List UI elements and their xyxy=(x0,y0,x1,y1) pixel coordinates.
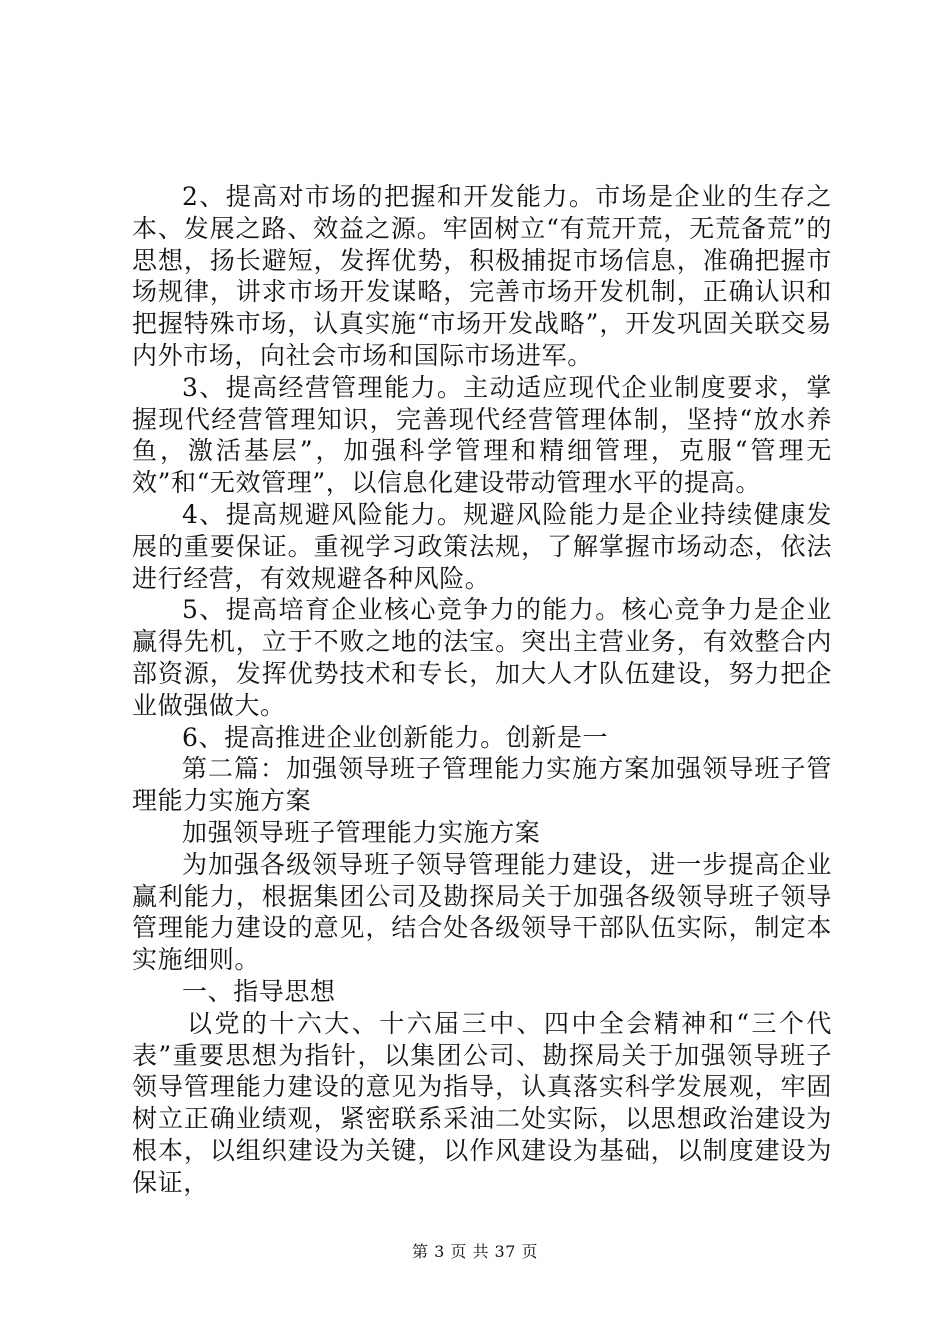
paragraph-management-ability: 3、提高经营管理能力。主动适应现代企业制度要求，掌握现代经营管理知识，完善现代经营管理体制，坚持“放水养鱼，激活基层”，加强科学管理和精细管理，克服“管理无效”和“无效管理”，以信息化建设带动管理水平的提高。 xyxy=(132,372,832,498)
paragraph-introduction: 为加强各级领导班子领导管理能力建设，进一步提高企业赢利能力，根据集团公司及勘探局关于加强各级领导班子领导管理能力建设的意见，结合处各级领导干部队伍实际，制定本实施细则。 xyxy=(132,849,832,975)
section-heading-guiding-ideology: 一、指导思想 xyxy=(182,976,336,1006)
paragraph-risk-ability: 4、提高规避风险能力。规避风险能力是企业持续健康发展的重要保证。重视学习政策法规，了解掌握市场动态，依法进行经营，有效规避各种风险。 xyxy=(132,499,832,593)
document-subtitle: 加强领导班子管理能力实施方案 xyxy=(182,817,541,847)
paragraph-innovation-ability: 6、提高推进企业创新能力。创新是一 xyxy=(182,722,609,752)
page-number-footer: 第 3 页 共 37 页 xyxy=(412,1242,538,1261)
document-body xyxy=(132,181,832,1199)
section-heading-part-two: 第二篇：加强领导班子管理能力实施方案加强领导班子管理能力实施方案 xyxy=(132,754,832,816)
paragraph-core-competence: 5、提高培育企业核心竞争力的能力。核心竞争力是企业赢得先机，立于不败之地的法宝。突出主营业务，有效整合内部资源，发挥优势技术和专长，加大人才队伍建设，努力把企业做强做大。 xyxy=(132,595,832,720)
paragraph-market-ability: 2、提高对市场的把握和开发能力。市场是企业的生存之本、发展之路、效益之源。牢固树立“有荒开荒，无荒备荒”的思想，扬长避短，发挥优势，积极捕捉市场信息，准确把握市场规律，讲求市场开发谋略，完善市场开发机制，正确认识和把握特殊市场，认真实施“市场开发战略”，开发巩固关联交易内外市场，向社会市场和国际市场进军。 xyxy=(132,182,832,370)
paragraph-guiding-ideology: 以党的十六大、十六届三中、四中全会精神和“三个代表”重要思想为指针，以集团公司、勘探局关于加强领导班子领导管理能力建设的意见为指导，认真落实科学发展观，牢固树立正确业绩观，紧密联系采油二处实际，以思想政治建设为根本，以组织建设为关键，以作风建设为基础，以制度建设为保证， xyxy=(132,1008,832,1197)
